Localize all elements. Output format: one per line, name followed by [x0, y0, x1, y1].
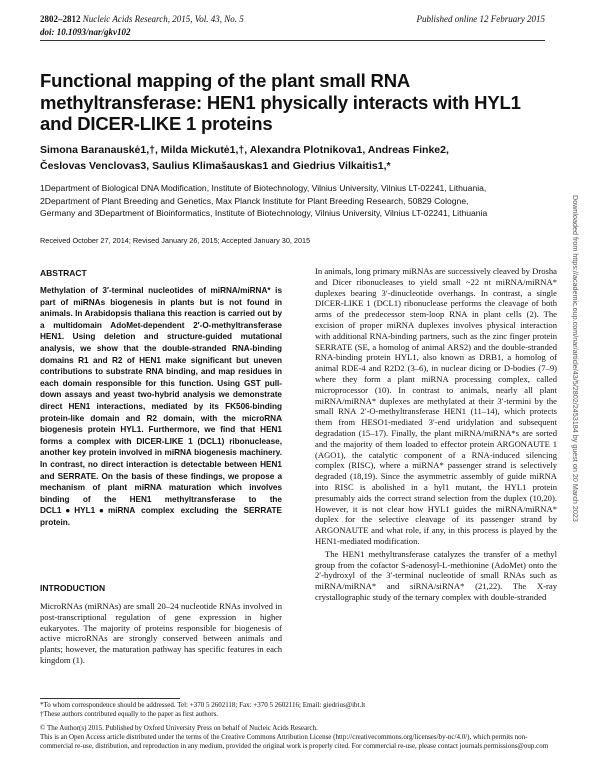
published-date: Published online 12 February 2015	[416, 14, 545, 24]
footnote-correspondence: *To whom correspondence should be addressed. Tel: +370 5 2602118; Fax: +370 5 2602116; Email: giedrius@ibt.lt	[40, 701, 366, 709]
footnote-equal-contribution: †These authors contributed equally to the paper as first authors.	[40, 710, 219, 718]
abstract-text: Methylation of 3′-terminal nucleotides of miRNA/miRNA* is part of miRNAs biogenesis in plants but is not found in animals. In Arabidopsis thaliana this reaction is carried out by a multidomain AdoMet-dependent 2′-O-methyltransferase HEN1. Using deletion and structure-guided mutational analysis, we show that the double-stranded RNA-binding domains R1 and R2 of HEN1 make significant but uneven contributions to substrate RNA binding, and map residues in each domain responsible for this function. Using GST pull-down assays and yeast two-hybrid analysis we demonstrate direct HEN1 interactions, mediated by its FK506-binding protein-like domain and R2 domain, with the microRNA biogenesis protein HYL1. Furthermore, we find that HEN1 forms a complex with DICER-LIKE 1 (DCL1) ribonuclease, another key protein involved in miRNA biogenesis machinery. In contrast, no direct interaction is detectable between HEN1 and SERRATE. On the basis of these findings, we propose a mechanism of plant miRNA maturation which involves binding of the HEN1 methyltransferase to the DCL1●HYL1●miRNA complex excluding the SERRATE protein.	[40, 286, 282, 527]
authors-line-2: Česlovas Venclovas3, Saulius Klimašauskas1 and Giedrius Vilkaitis1,*	[40, 160, 391, 172]
doi: doi: 10.1093/nar/gkv102	[40, 27, 131, 37]
right-column	[315, 266, 557, 603]
affiliation-1: 1Department of Biological DNA Modification, Institute of Biotechnology, Vilnius University, Vilnius LT-02241, Lithuania,	[40, 183, 487, 193]
journal-name: Nucleic Acids Research, 2015, Vol. 43, No. 5	[82, 14, 244, 24]
intro-text: MicroRNAs (miRNAs) are small 20–24 nucleotide RNAs involved in post-transcriptional regulation of gene expression in higher eukaryotes. The majority of proteins responsible for biogenesis of active microRNAs are strongly conserved between animals and plants; however, the maturation pathway has specific features in each kingdom (1).	[40, 601, 282, 665]
intro-heading: INTRODUCTION	[40, 583, 106, 593]
license-text: This is an Open Access article distributed under the terms of the Creative Commons Attribution License (http://creativecommons.org/licenses/by-nc/4.0/), which permits non-commercial re-use, distribution, and reproduction in any medium, provided the original work is properly cited. For commercial re-use, please contact journals.permissions@oup.com	[40, 733, 549, 750]
right-paragraph-2: The HEN1 methyltransferase catalyzes the transfer of a methyl group from the cofactor S-adenosyl-L-methionine (AdoMet) onto the 2′-hydroxyl of the 3′-terminal nucleotide of small RNAs such as miRNA/miRNA* and siRNA/siRNA* (21,22). The X-ray crystallographic study of the ternary complex with double-stranded	[315, 548, 557, 602]
abstract-heading: ABSTRACT	[40, 268, 87, 278]
copyright-line: © The Author(s) 2015. Published by Oxford University Press on behalf of Nucleic Acids Research.	[40, 724, 318, 732]
article-title: Functional mapping of the plant small RNA methyltransferase: HEN1 physically interacts with HYL1 and DICER-LIKE 1 proteins	[40, 70, 521, 134]
header-rule	[40, 40, 545, 41]
history-dates: Received October 27, 2014; Revised January 26, 2015; Accepted January 30, 2015	[40, 236, 311, 245]
footnote-rule	[40, 698, 180, 699]
license-block	[40, 724, 560, 751]
abstract-body	[40, 285, 282, 528]
download-watermark: Downloaded from https://academic.oup.com/nar/article/43/5/2802/2453184 by guest on 20 March 2023	[571, 195, 580, 522]
footnotes	[40, 701, 560, 719]
intro-body	[40, 601, 282, 666]
page-range: 2802–2812	[40, 14, 81, 24]
right-paragraph-1: In animals, long primary miRNAs are successively cleaved by Drosha and Dicer ribonucleases to yield small ~22 nt miRNA/miRNA* duplexes bearing 3′-dinucleotide overhangs. In contrast, a single DICER-LIKE 1 (DCL1) ribonuclease performs the cleavage of both arms of the predecessor stem-loop RNA in plant cells (2). The excision of proper miRNA duplexes involves physical interaction with additional RNA-binding partners, such as the zinc finger protein SERRATE (SE, a homolog of animal ARS2) and the double-stranded RNA-binding protein HYL1, also known as DRB1, a homolog of animal RDE-4 and R2D2 (3–6), in nuclear dicing or D-bodies (7–9) where they form a plant miRNA processing complex, called microprocessor (10). In contrast to animals, nearly all plant miRNA/miRNA* duplexes are methylated at their 3′-termini by the small RNA 2′-O-methyltransferase HEN1 (11–14), which protects them from HESO1-mediated 3′-end uridylation and subsequent degradation (15–17). Finally, the plant miRNA/miRNA*s are sorted and the majority of them loaded to effector protein ARGONAUTE 1 (AGO1), the catalytic component of a RNA-induced silencing complex (RISC), where a miRNA* passenger strand is selectively degraded (18,19). Since the asymmetric assembly of guide miRNA into RISC is abolished in a hyl1 mutant, the HYL1 protein presumably aids the correct strand selection from the duplex (10,20). However, it is not clear how HYL1 guides the miRNA/miRNA* duplex for the selective cleavage of its passenger strand by ARGONAUTE and what role, if any, in this process is played by the HEN1-mediated modification.	[315, 266, 557, 546]
affiliation-2: 2Department of Plant Breeding and Genetics, Max Planck Institute for Plant Breeding Research, 50829 Cologne,	[40, 195, 469, 206]
affiliations	[40, 182, 560, 220]
header-citation	[40, 14, 244, 24]
authors-line-1: Simona Baranauskė1,†, Milda Mickutė1,†, Alexandra Plotnikova1, Andreas Finke2,	[40, 144, 449, 156]
affiliation-3: Germany and 3Department of Bioinformatics, Institute of Biotechnology, Vilnius University, Vilnius LT-02241, Lithuania	[40, 208, 488, 218]
author-list	[40, 142, 555, 174]
